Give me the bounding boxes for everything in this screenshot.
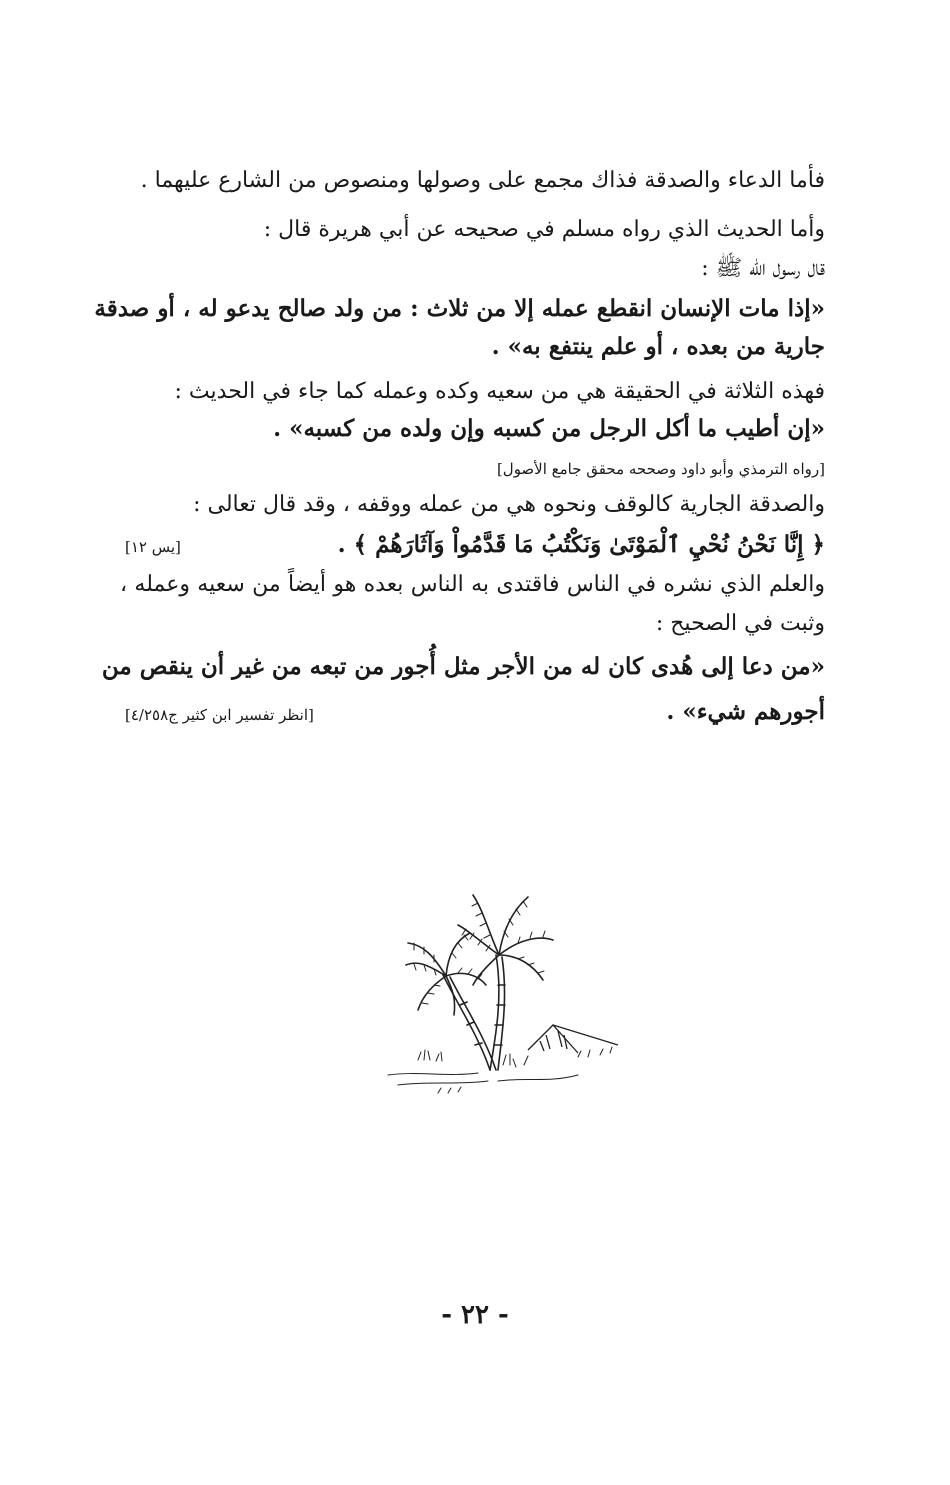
text-line-2: وأما الحديث الذي رواه مسلم في صحيحه عن أبي هريرة قال : (263, 217, 825, 242)
verse-citation: [يس ١٢] (125, 538, 181, 556)
tafsir-citation: [انظر تفسير ابن كثير ج٤/٢٥٨] (125, 706, 314, 724)
page-number: - ٢٢ - (441, 1300, 509, 1330)
quran-verse: ﴿ إِنَّا نَحْنُ نُحْيِ ٱلْمَوْتَىٰ وَنَكْتُبُ مَا قَدَّمُواْ وَآثَارَهُمْ ﴾ . (337, 531, 825, 558)
palm-trees-tent-icon (378, 885, 638, 1100)
text-line-6: فهذه الثلاثة في الحقيقة هي من سعيه وكده وعمله كما جاء في الحديث : (174, 379, 825, 404)
text-line-3: قال رسول الله ﷺ : (701, 256, 825, 281)
text-line-9: والصدقة الجارية كالوقف ونحوه هي من عمله ووقفه ، وقد قال تعالى : (193, 492, 825, 517)
text-line-12: وثبت في الصحيح : (655, 611, 825, 636)
hadith-citation: [رواه الترمذي وأبو داود وصححه محقق جامع الأصول] (496, 460, 825, 478)
text-line-1: فأما الدعاء والصدقة فذاك مجمع على وصولها ومنصوص من الشارع عليهما . (140, 168, 825, 193)
hadith-line-2: جارية من بعده ، أو علم ينتفع به» . (491, 333, 825, 360)
hadith-line-3: «إن أطيب ما أكل الرجل من كسبه وإن ولده من كسبه» . (273, 415, 825, 442)
hadith-line-5: أجورهم شيء» . (666, 698, 825, 725)
hadith-line-4: «من دعا إلى هُدى كان له من الأجر مثل أُجور من تبعه من غير أن ينقص من (101, 653, 825, 680)
text-line-11: والعلم الذي نشره في الناس فاقتدى به الناس بعده هو أيضاً من سعيه وعمله ، (120, 572, 825, 597)
hadith-line-1: «إذا مات الإنسان انقطع عمله إلا من ثلاث : من ولد صالح يدعو له ، أو صدقة (94, 295, 825, 322)
